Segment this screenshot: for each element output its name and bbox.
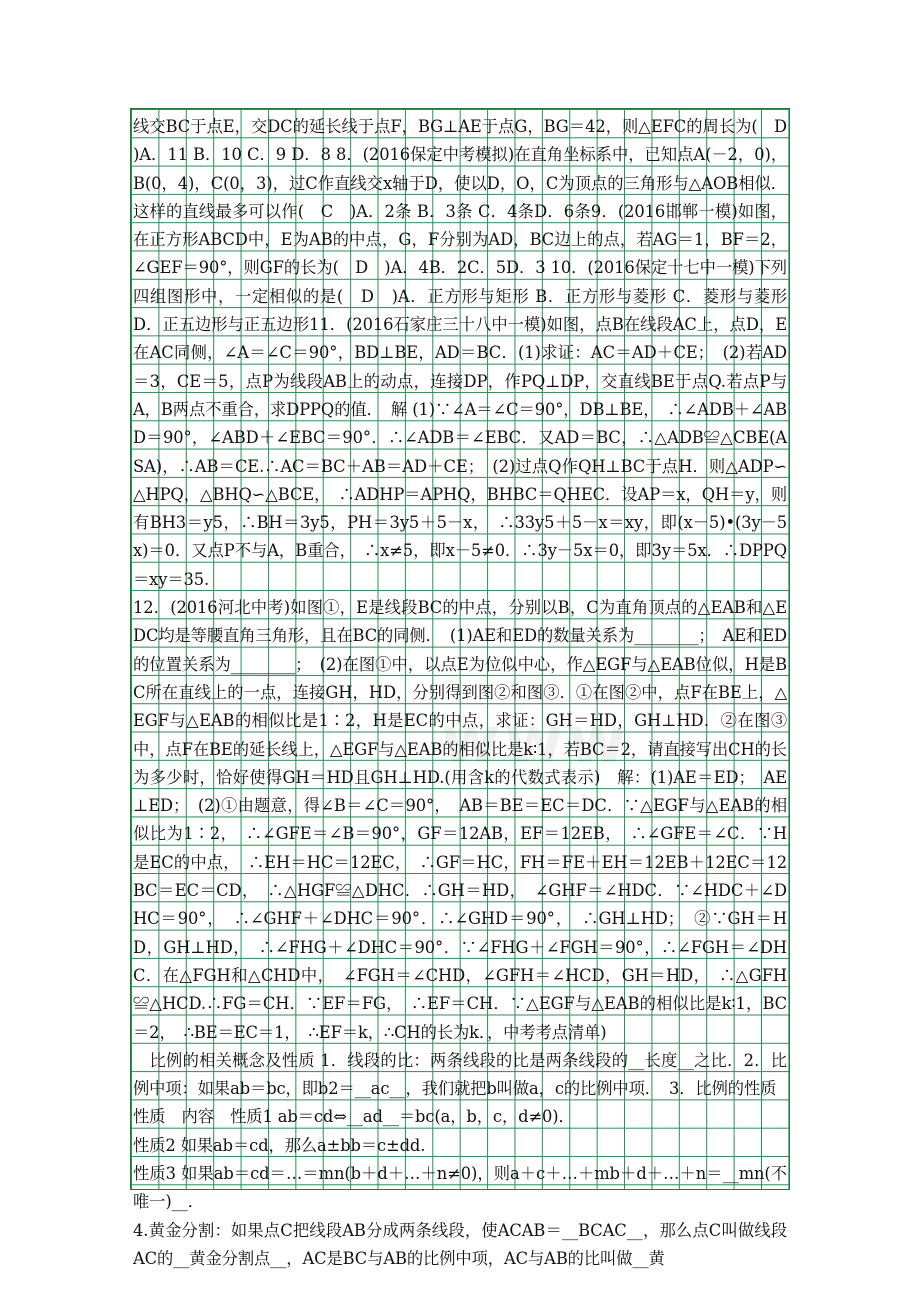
document-body [131,113,804,1273]
paragraph-property-1: 性质 内容 性质1 ab＝cd⇔__ad__＝bc(a，b，c，d≠0)． [133,1107,575,1127]
paragraph-ratio-concepts: 比例的相关概念及性质 1．线段的比：两条线段的比是两条线段的__长度__之比．2．比例中项：如果ab＝bc，即b2＝__ac__，我们就把b叫做a，c的比例中项． 3．比例的性质 [133,1050,787,1099]
watermark: www [441,704,631,778]
paragraph-problem-12: 12．(2016河北中考)如图①，E是线段BC的中点，分别以B，C为直角顶点的△EAB和△EDC均是等腰直角三角形，且在BC的同侧． (1)AE和ED的数量关系为________； AE和ED的位置关系为________； (2)在图①中，以点E为位似中心，作△EGF与△EAB位似，H是B C所在直线上的一点，连接GH，HD，分别得到图②和图③．①在图②中，点F在BE上，△EGF与△EAB的相似比是1∶2，H是EC的中点，求证：GH＝HD，GH⊥HD．②在图③中，点F在BE的延长线上，△EGF与△EAB的相似比是k∶1，若BC＝2，请直接写出CH的长为多少时，恰好使得GH＝HD且GH⊥HD.(用含k的代数式表示) 解：(1)AE＝ED； AE⊥ED； (2)①由题意，得∠B＝∠C＝90°， AB＝BE＝EC＝DC．∵△EGF与△EAB的相似比为1∶2， ∴∠GFE＝∠B＝90°，GF＝12AB，EF＝12EB， ∴∠GFE＝∠C．∵H是EC的中点， ∴EH＝HC＝12EC， ∴GF＝HC，FH＝FE＋EH＝12EB＋12EC＝12BC＝EC＝CD， ∴△HGF≌△DHC．∴GH＝HD， ∠GHF＝∠HDC．∵∠HDC＋∠DHC＝90°， ∴∠GHF＋∠DHC＝90°．∴∠GHD＝90°， ∴GH⊥HD； ②∵GH＝HD，GH⊥HD， ∴∠FHG＋∠DHC＝90°．∵∠FHG＋∠FGH＝90°，∴∠FGH＝∠DHC．在△FGH和△CHD中， ∠FGH＝∠CHD，∠GFH＝∠HCD，GH＝HD， ∴△GFH≌△HCD.∴FG＝CH．∵EF＝FG， ∴EF＝CH．∵△EGF与△EAB的相似比是k∶1，BC＝2， ∴BE＝EC＝1， ∴EF＝k，∴CH的长为k．，中考考点清单) [133,598,793,1042]
paragraph-problems-7-11: 线交BC于点E，交DC的延长线于点F，BG⊥AE于点G，BG＝42，则△EFC的周长为( D )A．11 B．10 C．9 D．8 8．(2016保定中考模拟)在直角坐标系中，已知点A(－2，0)，B(0，4)，C(0，3)，过C作直线交x轴于D，使以D，O，C为顶点的三角形与△AOB相似．这样的直线最多可以作( C )A．2条 B．3条 C．4条D．6条9．(2016邯郸一模)如图，在正方形ABCD中，E为AB的中点，G，F分别为AD，BC边上的点，若AG＝1，BF＝2，∠GEF＝90°，则GF的长为( D )A．4B．2C．5D．3 10．(2016保定十七中一模)下列四组图形中，一定相似的是( D )A．正方形与矩形 B．正方形与菱形 C．菱形与菱形 D．正五边形与正五边形11．(2016石家庄三十八中一模)如图，点B在线段AC上，点D，E在AC同侧，∠A＝∠C＝90°，BD⊥BE，AD＝BC．(1)求证：AC＝AD＋CE； (2)若AD＝3，CE＝5，点P为线段AB上的动点，连接DP，作PQ⊥DP，交直线BE于点Q.若点P与A，B两点不重合，求DPPQ的值． 解 (1)∵∠A＝∠C＝90°，DB⊥BE， ∴∠ADB＋∠ABD＝90°，∠ABD＋∠EBC＝90°．∴∠ADB＝∠EBC．又AD＝BC，∴△ADB≌△CBE(ASA)，∴AB＝CE.∴AC＝BC＋AB＝AD＋CE； (2)过点Q作QH⊥BC于点H．则△ADP∽△HPQ，△BHQ∽△BCE， ∴ADHP＝APHQ，BHBC＝QHEC．设AP＝x，QH＝y，则有BH3＝y5，∴BH＝3y5，PH＝3y5＋5－x， ∴33y5＋5－x＝xy，即(x－5)•(3y－5x)＝0．又点P不与A，B重合， ∴x≠5，即x－5≠0．∴3y－5x＝0，即3y＝5x．∴DPPQ＝xy＝35. [133,117,804,589]
paragraph-property-3: 性质3 如果ab＝cd＝…＝mn(b＋d＋…＋n≠0)，则a＋c＋…＋mb＋d＋…＋n＝__mn(不唯一)__． [133,1163,787,1212]
paragraph-golden-section: 4.黄金分割：如果点C把线段AB分成两条线段，使ACAB＝__BCAC__，那么点C叫做线段AC的__黄金分割点__，AC是BC与AB的比例中项，AC与AB的比叫做__黄 [133,1220,787,1268]
paragraph-property-2: 性质2 如果ab＝cd，那么a±bb＝c±dd. [133,1135,426,1155]
document-page [130,108,804,1268]
